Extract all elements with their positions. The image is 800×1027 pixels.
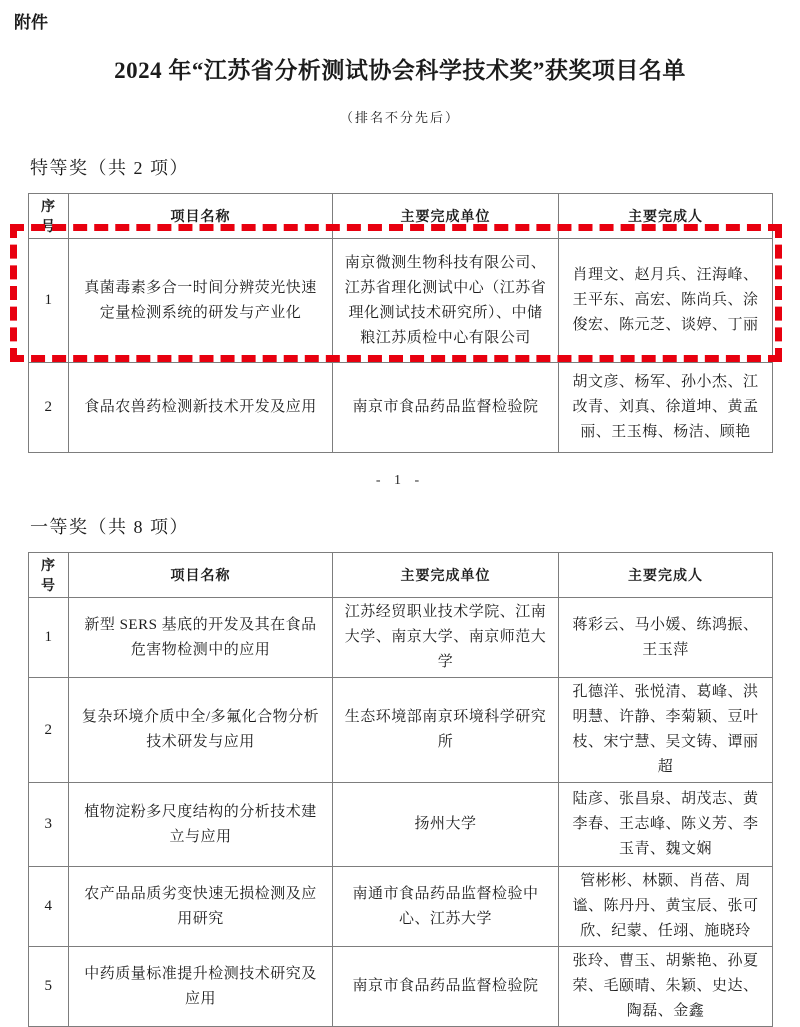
column-header-project: 项目名称 — [69, 194, 333, 239]
cell-units: 南京市食品药品监督检验院 — [333, 363, 559, 453]
table-row — [29, 947, 773, 1027]
page-title: 2024 年“江苏省分析测试协会科学技术奖”获奖项目名单 — [114, 58, 686, 83]
cell-project-name: 农产品品质劣变快速无损检测及应用研究 — [69, 867, 333, 947]
cell-units: 扬州大学 — [333, 783, 559, 867]
cell-units: 南通市食品药品监督检验中心、江苏大学 — [333, 867, 559, 947]
cell-project-name: 中药质量标准提升检测技术研究及应用 — [69, 947, 333, 1027]
column-header-units: 主要完成单位 — [333, 553, 559, 598]
cell-project-name: 植物淀粉多尺度结构的分析技术建立与应用 — [69, 783, 333, 867]
table-row — [29, 867, 773, 947]
table-row — [29, 363, 773, 453]
cell-people: 管彬彬、林颢、肖蓓、周谧、陈丹丹、黄宝辰、张可欣、纪蒙、任翊、施晓玲 — [559, 867, 773, 947]
column-header-people: 主要完成人 — [559, 553, 773, 598]
table-row — [29, 598, 773, 678]
cell-seq: 3 — [29, 783, 69, 867]
first-prize-table — [28, 552, 773, 1027]
cell-seq: 5 — [29, 947, 69, 1027]
first-prize-table-wrap — [28, 552, 772, 1027]
attachment-label: 附件 — [14, 13, 48, 32]
cell-units: 江苏经贸职业技术学院、江南大学、南京大学、南京师范大学 — [333, 598, 559, 678]
column-header-people: 主要完成人 — [559, 194, 773, 239]
table-row — [29, 239, 773, 363]
page-number: - 1 - — [375, 473, 425, 488]
cell-people: 陆彦、张昌泉、胡茂志、黄李春、王志峰、陈义芳、李玉青、魏文娴 — [559, 783, 773, 867]
cell-people: 肖理文、赵月兵、汪海峰、王平东、高宏、陈尚兵、涂俊宏、陈元芝、谈婷、丁丽 — [559, 239, 773, 363]
section-heading-special-prize: 特等奖（共 2 项） — [30, 158, 189, 178]
special-prize-table-wrap — [28, 193, 772, 453]
cell-seq: 1 — [29, 239, 69, 363]
table-header-row — [29, 553, 773, 598]
section-heading-first-prize: 一等奖（共 8 项） — [30, 517, 189, 537]
cell-people: 孔德洋、张悦清、葛峰、洪明慧、许静、李菊颖、豆叶枝、宋宁慧、吴文铸、谭丽超 — [559, 678, 773, 783]
cell-seq: 1 — [29, 598, 69, 678]
special-prize-table — [28, 193, 773, 453]
cell-project-name: 复杂环境介质中全/多氟化合物分析技术研发与应用 — [69, 678, 333, 783]
cell-project-name: 食品农兽药检测新技术开发及应用 — [69, 363, 333, 453]
cell-units: 生态环境部南京环境科学研究所 — [333, 678, 559, 783]
cell-seq: 4 — [29, 867, 69, 947]
cell-people: 蒋彩云、马小媛、练鸿振、王玉萍 — [559, 598, 773, 678]
column-header-seq: 序号 — [29, 194, 69, 239]
cell-project-name: 真菌毒素多合一时间分辨荧光快速定量检测系统的研发与产业化 — [69, 239, 333, 363]
cell-people: 张玲、曹玉、胡紫艳、孙夏荣、毛颐晴、朱颖、史达、陶磊、金鑫 — [559, 947, 773, 1027]
column-header-units: 主要完成单位 — [333, 194, 559, 239]
cell-units: 南京市食品药品监督检验院 — [333, 947, 559, 1027]
cell-project-name: 新型 SERS 基底的开发及其在食品危害物检测中的应用 — [69, 598, 333, 678]
table-header-row — [29, 194, 773, 239]
page-subtitle: （排名不分先后） — [339, 110, 460, 125]
cell-units: 南京微测生物科技有限公司、江苏省理化测试中心（江苏省理化测试技术研究所）、中储粮江苏质检中心有限公司 — [333, 239, 559, 363]
cell-seq: 2 — [29, 678, 69, 783]
table-row — [29, 783, 773, 867]
table-row — [29, 678, 773, 783]
cell-seq: 2 — [29, 363, 69, 453]
column-header-project: 项目名称 — [69, 553, 333, 598]
column-header-seq: 序号 — [29, 553, 69, 598]
cell-people: 胡文彦、杨军、孙小杰、江改青、刘真、徐道坤、黄孟丽、王玉梅、杨洁、顾艳 — [559, 363, 773, 453]
